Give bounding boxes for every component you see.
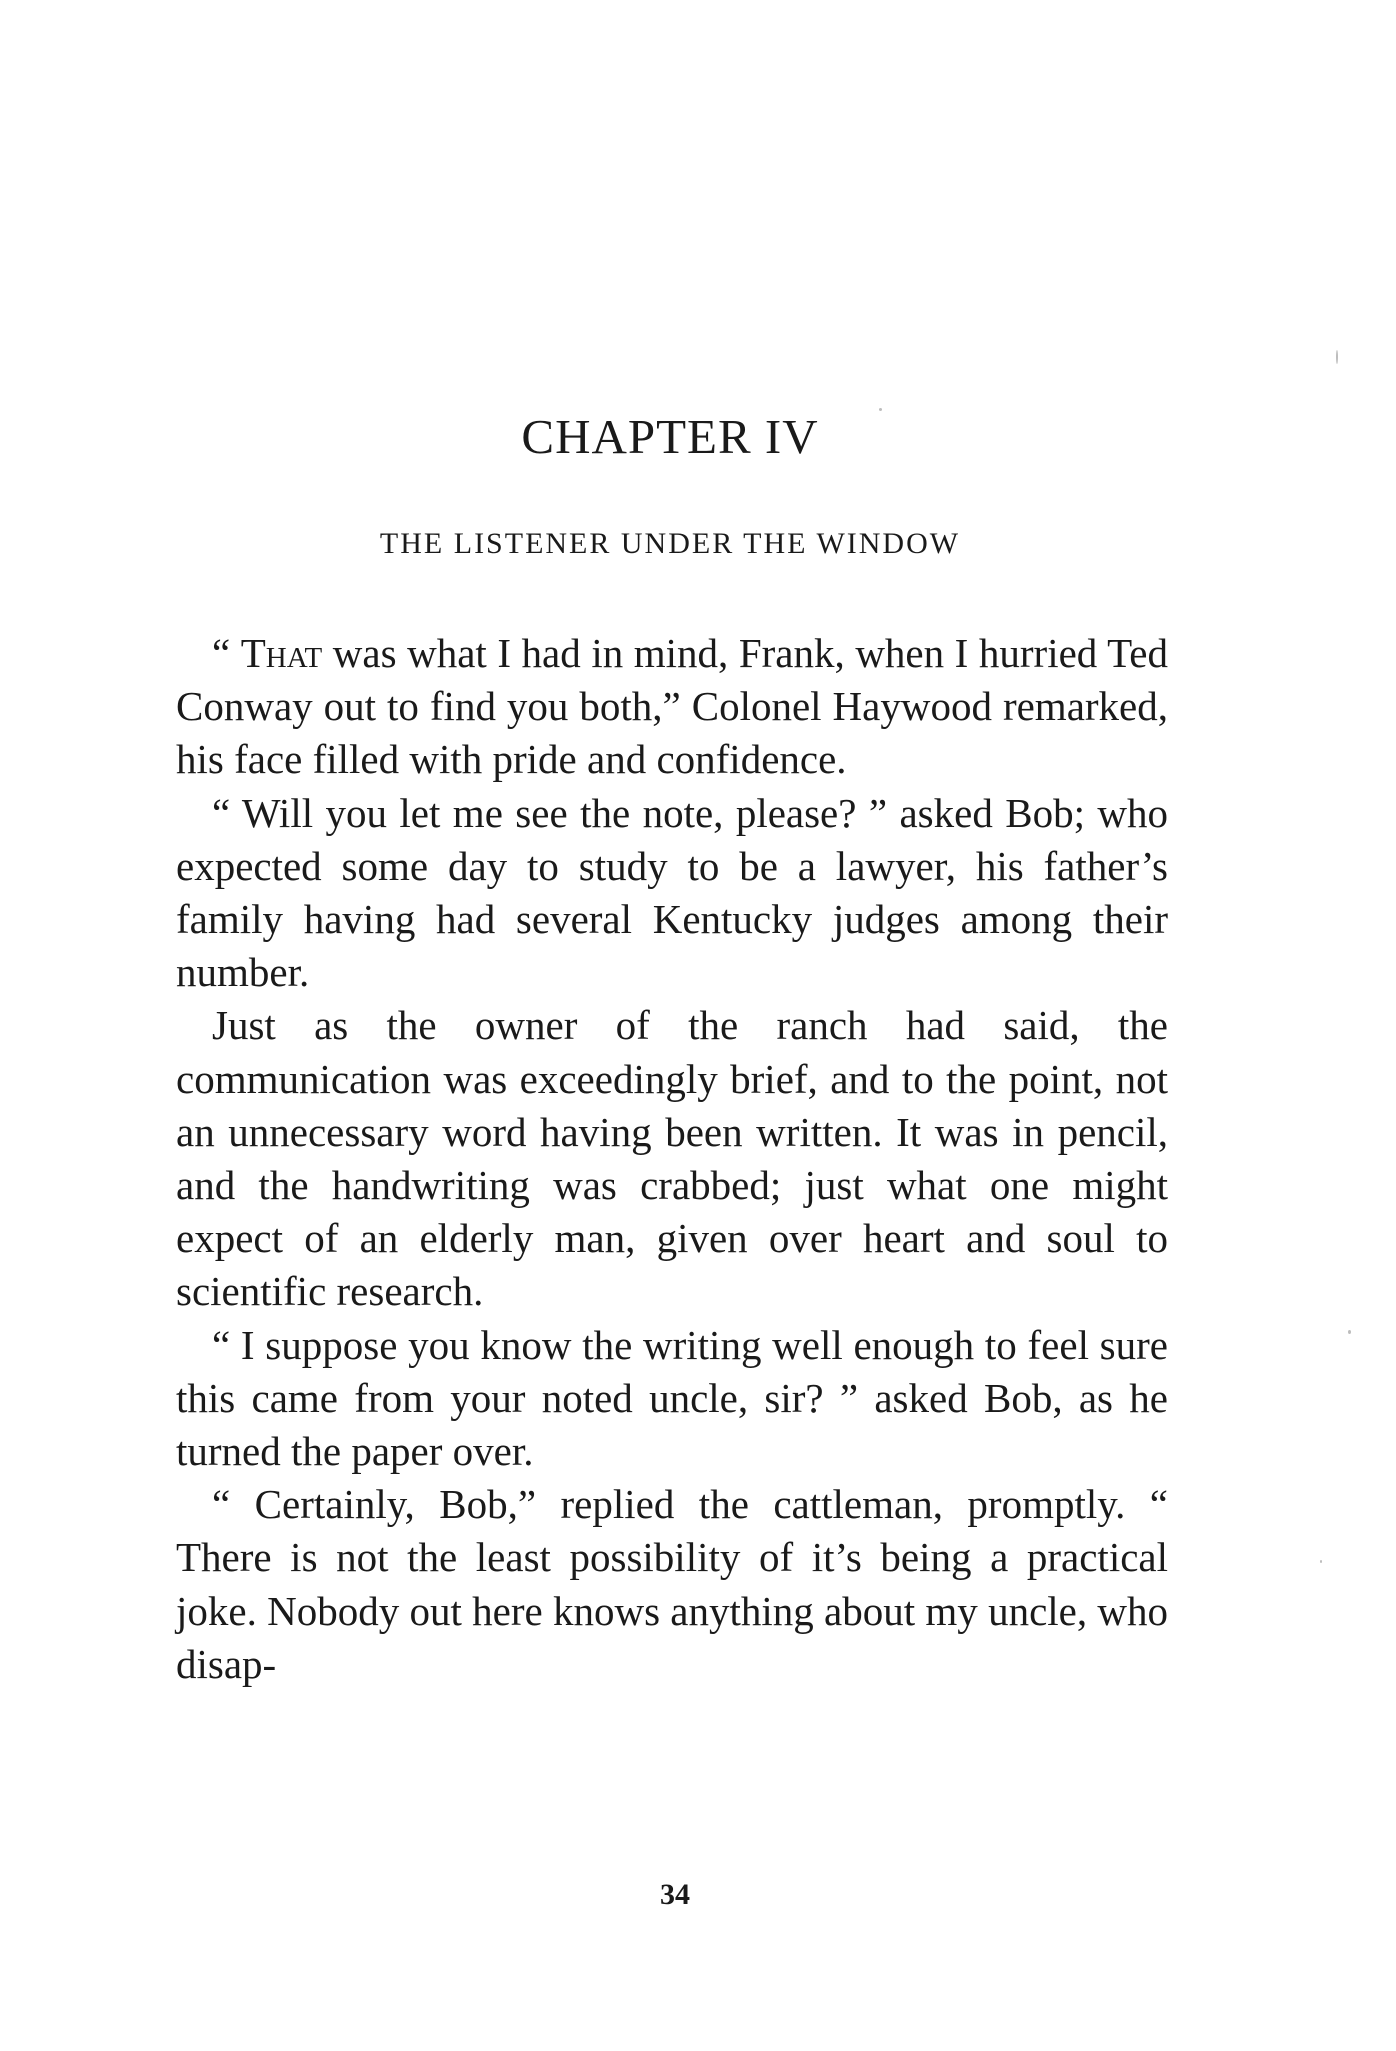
paragraph-text: “ Will you let me see the note, please? ” asked Bob; who expected some day to study to be a lawyer, his father’s family having had several Kentucky judges among their number. bbox=[176, 789, 1168, 996]
opening-word-smallcaps: That bbox=[240, 630, 323, 676]
scan-speck bbox=[1336, 350, 1338, 364]
paragraph bbox=[176, 999, 1168, 1318]
opening-quote: “ bbox=[212, 630, 241, 676]
paragraph bbox=[176, 1319, 1168, 1479]
paragraph-text: “ I suppose you know the writing well enough to feel sure this came from your noted uncle, sir? ” asked Bob, as he turned the paper over. bbox=[176, 1321, 1168, 1475]
chapter-title: CHAPTER IV bbox=[521, 409, 819, 464]
paragraph bbox=[176, 787, 1168, 1000]
chapter-subtitle: THE LISTENER UNDER THE WINDOW bbox=[379, 527, 961, 560]
paragraph-text: Just as the owner of the ranch had said, the communication was exceedingly brief, and to the point, not an unnecessary word having been written. It was in pencil, and the handwriting was crabbed; just what one might expect of an elderly man, given over heart and soul to scientific research. bbox=[176, 1002, 1168, 1315]
scan-speck bbox=[879, 408, 882, 411]
page-number: 34 bbox=[660, 1878, 690, 1911]
paragraph-text: was what I had in mind, Frank, when I hurried Ted Conway out to find you both,” Colonel Haywood remarked, his face filled with pride and confidence. bbox=[176, 630, 1168, 783]
paragraph bbox=[176, 627, 1168, 787]
paragraph bbox=[176, 1478, 1168, 1691]
body-text bbox=[176, 627, 1168, 1691]
scan-speck bbox=[1348, 1330, 1351, 1334]
paragraph-text: “ Certainly, Bob,” replied the cattleman, promptly. “ There is not the least possibility of it’s being a practical joke. Nobody out here knows anything about my uncle, who disap- bbox=[176, 1481, 1168, 1687]
scan-speck bbox=[1320, 1560, 1322, 1563]
